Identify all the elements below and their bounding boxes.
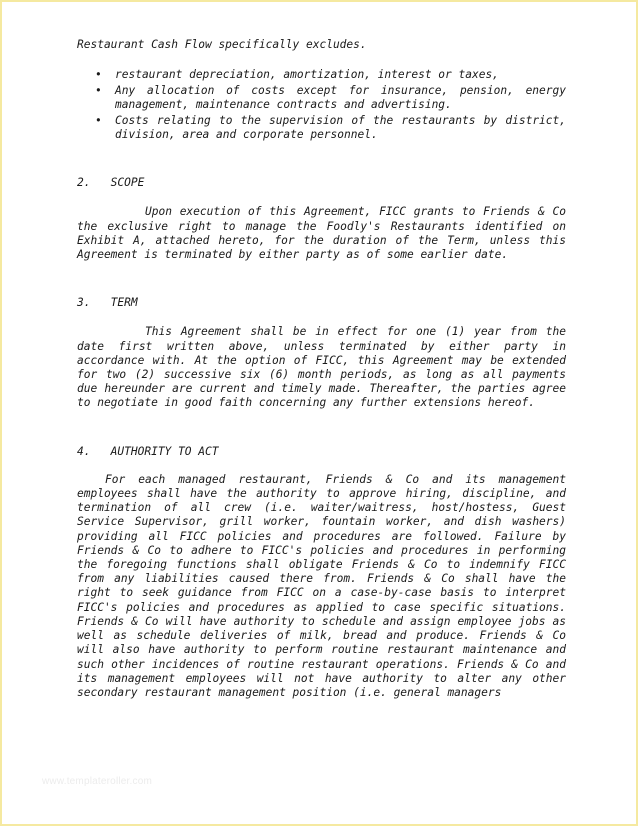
section-body-term: This Agreement shall be in effect for one (1) year from the date first written above, unless terminated by either party in accordance with. At the option of FICC, this Agreement may be extended for two (2) successive six (6) month periods, as long as all payments due hereunder are current and timely made. Thereafter, the parties agree to negotiate in good faith concerning any further extensions hereof. [77, 325, 566, 410]
section-body-scope: Upon execution of this Agreement, FICC grants to Friends & Co the exclusive right to manage the Foodly's Restaurants identified on Exhibit A, attached hereto, for the duration of the Term, unless this Agreement is terminated by either party as of some earlier date. [77, 205, 566, 262]
section-heading-term: 3. TERM [77, 296, 138, 310]
list-item [77, 68, 566, 82]
list-item-text: restaurant depreciation, amortization, interest or taxes, [115, 68, 499, 82]
section-body-authority: For each managed restaurant, Friends & Co and its management employees shall have the authority to approve hiring, discipline, and termination of all crew (i.e. waiter/waitress, host/hostess, Guest Service Supervisor, grill worker, fountain worker, and dish washers) providing all FICC policies and procedures are followed. Failure by Friends & Co to adhere to FICC's policies and procedures in performing the foregoing functions shall obligate Friends & Co to indemnify FICC from any liabilities caused there from. Friends & Co shall have the right to seek guidance from FICC on a case-by-case basis to interpret FICC's policies and procedures as applied to case specific situations. Friends & Co will have authority to schedule and assign employee jobs as well as schedule deliveries of milk, bread and produce. Friends & Co will also have authority to perform routine restaurant maintenance and such other incidences of routine restaurant operations. Friends & Co and its management employees will not have authority to alter any other secondary restaurant management position (i.e. general managers [77, 472, 566, 699]
watermark: www.templateroller.com [42, 776, 152, 787]
bullet-icon: • [95, 68, 102, 82]
section-heading-authority: 4. AUTHORITY TO ACT [77, 444, 219, 458]
document-page [2, 2, 636, 824]
list-item [77, 84, 566, 112]
document-body [77, 38, 566, 700]
bullet-icon: • [95, 83, 102, 97]
exclusions-list [77, 68, 566, 142]
section-heading-scope: 2. SCOPE [77, 176, 145, 190]
exclusions-intro: Restaurant Cash Flow specifically excludes. [77, 38, 367, 51]
list-item-text: Costs relating to the supervision of the restaurants by district, division, area and corporate personnel. [115, 113, 566, 142]
list-item [77, 114, 566, 142]
list-item-text: Any allocation of costs except for insurance, pension, energy management, maintenance contracts and advertising. [115, 83, 566, 112]
bullet-icon: • [95, 113, 102, 127]
